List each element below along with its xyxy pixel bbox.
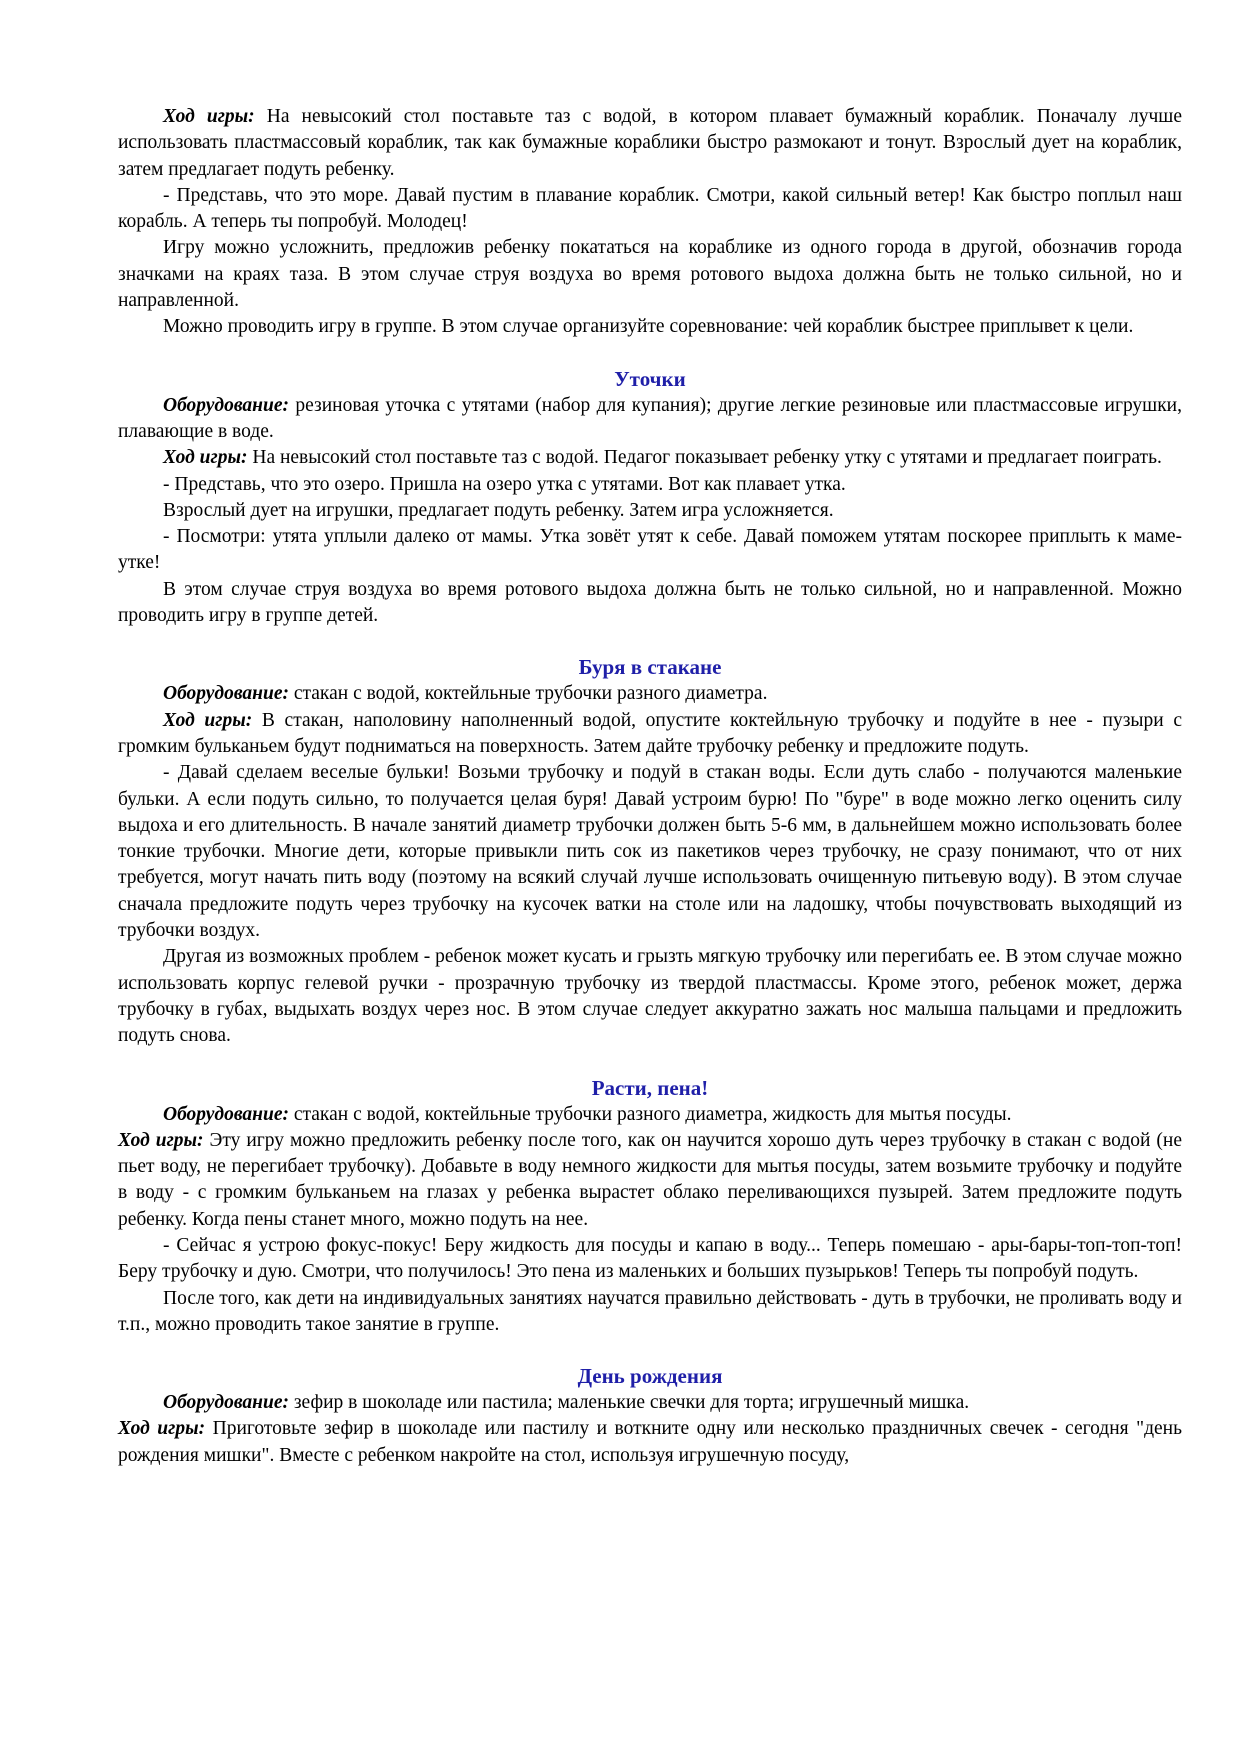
paragraph-text: стакан с водой, коктейльные трубочки разного диаметра, жидкость для мытья посуды. bbox=[288, 1103, 1012, 1125]
hod-igry-label: Ход игры: bbox=[163, 447, 248, 469]
document-page bbox=[118, 104, 1182, 1469]
paragraph: Взрослый дует на игрушки, предлагает подуть ребенку. Затем игра усложняется. bbox=[163, 499, 834, 521]
paragraph-text: На невысокий стол поставьте таз с водой. Педагог показывает ребенку утку с утятами и предлагает поиграть. bbox=[247, 447, 1162, 469]
paragraph: - Представь, что это озеро. Пришла на озеро утка с утятами. Вот как плавает утка. bbox=[163, 473, 846, 495]
paragraph bbox=[118, 1390, 1182, 1416]
section-gap bbox=[118, 341, 1182, 365]
paragraph-text: зефир в шоколаде или пастила; маленькие свечки для торта; игрушечный мишка. bbox=[288, 1392, 970, 1414]
paragraph: После того, как дети на индивидуальных занятиях научатся правильно действовать - дуть в трубочки, не проливать воду и т.п., можно проводить такое занятие в группе. bbox=[118, 1287, 1182, 1335]
paragraph: В этом случае струя воздуха во время ротового выдоха должна быть не только сильной, но и направленной. Можно проводить игру в группе детей. bbox=[118, 578, 1182, 627]
equipment-label: Оборудование: bbox=[163, 1392, 289, 1414]
hod-igry-label: Ход игры: bbox=[163, 106, 255, 127]
section-title-pena: Расти, пена! bbox=[591, 1075, 709, 1100]
section-gap bbox=[118, 1338, 1182, 1362]
paragraph bbox=[118, 445, 1182, 471]
paragraph-text: В стакан, наполовину наполненный водой, опустите коктейльную трубочку и подуйте в нее - пузыри с громким бульканьем будут подниматься на поверхность. Затем дайте трубочку ребенку и предложите подуть. bbox=[118, 709, 1182, 757]
paragraph-text: На невысокий стол поставьте таз с водой, в котором плавает бумажный кораблик. Поначалу лучше использовать пластмассовый кораблик, так как бумажные кораблики быстро размокают и тонут. Взрослый дует на кораблик, затем предлагает подуть ребенку. bbox=[118, 106, 1182, 180]
paragraph: Можно проводить игру в группе. В этом случае организуйте соревнование: чей кораблик быстрее приплывет к цели. bbox=[163, 316, 1134, 338]
equipment-label: Оборудование: bbox=[163, 1103, 289, 1125]
paragraph: - Сейчас я устрою фокус-покус! Беру жидкость для посуды и капаю в воду... Теперь помешаю - ары-бары-топ-топ-топ! Беру трубочку и дую. Смотри, что получилось! Это пена из маленьких и больших пузырьков! Теперь ты попробуй подуть. bbox=[118, 1234, 1182, 1283]
paragraph bbox=[118, 393, 1182, 446]
section-gap bbox=[118, 629, 1182, 653]
paragraph-text: Эту игру можно предложить ребенку после того, как он научится хорошо дуть через трубочку в стакан с водой (не пьет воду, не перегибает трубочку). Добавьте в воду немного жидкости для мытья посуды, затем возьмите трубочку и подуйте в воду - с громким бульканьем на глазах у ребенка вырастет облако переливающихся пузырей. Затем предложите подуть ребенку. Когда пены станет много, можно подуть на нее. bbox=[118, 1129, 1182, 1230]
paragraph-text: Приготовьте зефир в шоколаде или пастилу и воткните одну или несколько праздничных свечек - сегодня "день рождения мишки". Вместе с ребенком накройте на стол, используя игрушечную посуду, bbox=[118, 1418, 1182, 1466]
paragraph bbox=[118, 1128, 1182, 1233]
paragraph-text: стакан с водой, коктейльные трубочки разного диаметра. bbox=[288, 683, 768, 705]
paragraph bbox=[118, 1416, 1182, 1469]
paragraph bbox=[118, 681, 1182, 707]
paragraph: Игру можно усложнить, предложив ребенку покататься на кораблике из одного города в другой, обозначив города значками на краях таза. В этом случае струя воздуха во время ротового выдоха должна быть не только сильной, но и направленной. bbox=[118, 237, 1182, 312]
paragraph bbox=[118, 104, 1182, 183]
section-title-utochki: Уточки bbox=[614, 366, 686, 391]
section-gap bbox=[118, 1050, 1182, 1074]
paragraph bbox=[118, 708, 1182, 761]
paragraph: - Представь, что это море. Давай пустим в плавание кораблик. Смотри, какой сильный ветер! Как быстро поплыл наш корабль. А теперь ты попробуй. Молодец! bbox=[118, 184, 1182, 233]
equipment-label: Оборудование: bbox=[163, 683, 289, 705]
paragraph: - Давай сделаем веселые бульки! Возьми трубочку и подуй в стакан воды. Если дуть слабо - получаются маленькие бульки. А если подуть сильно, то получается целая буря! Давай устроим бурю! По "буре" в воде можно легко оценить силу выдоха и его длительность. В начале занятий диаметр трубочки должен быть 5-6 мм, в дальнейшем можно использовать более тонкие трубочки. Многие дети, которые привыкли пить сок из пакетиков через трубочку, не сразу понимают, что от них требуется, могут начать пить воду (поэтому на всякий случай лучше использовать очищенную питьевую воду). В этом случае сначала предложите подуть через трубочку на кусочек ватки на столе или на ладошку, чтобы почувствовать выходящий из трубочки воздух. bbox=[118, 762, 1182, 942]
hod-igry-label: Ход игры: bbox=[118, 1129, 204, 1151]
hod-igry-label: Ход игры: bbox=[163, 709, 253, 731]
paragraph bbox=[118, 1102, 1182, 1128]
hod-igry-label: Ход игры: bbox=[118, 1418, 206, 1440]
section-title-burya: Буря в стакане bbox=[578, 655, 722, 680]
equipment-label: Оборудование: bbox=[163, 394, 289, 416]
paragraph: - Посмотри: утята уплыли далеко от мамы. Утка зовёт утят к себе. Давай поможем утятам поскорее приплыть к маме-утке! bbox=[118, 526, 1182, 574]
section-title-den-rozhdeniya: День рождения bbox=[577, 1364, 723, 1389]
paragraph-text: резиновая уточка с утятами (набор для купания); другие легкие резиновые или пластмассовые игрушки, плавающие в воде. bbox=[118, 394, 1182, 442]
paragraph: Другая из возможных проблем - ребенок может кусать и грызть мягкую трубочку или перегибать ее. В этом случае можно использовать корпус гелевой ручки - прозрачную трубочку из твердой пластмассы. Кроме этого, ребенок может, держа трубочку в губах, выдыхать воздух через нос. В этом случае следует аккуратно зажать нос малыша пальцами и предложить подуть снова. bbox=[118, 946, 1182, 1047]
